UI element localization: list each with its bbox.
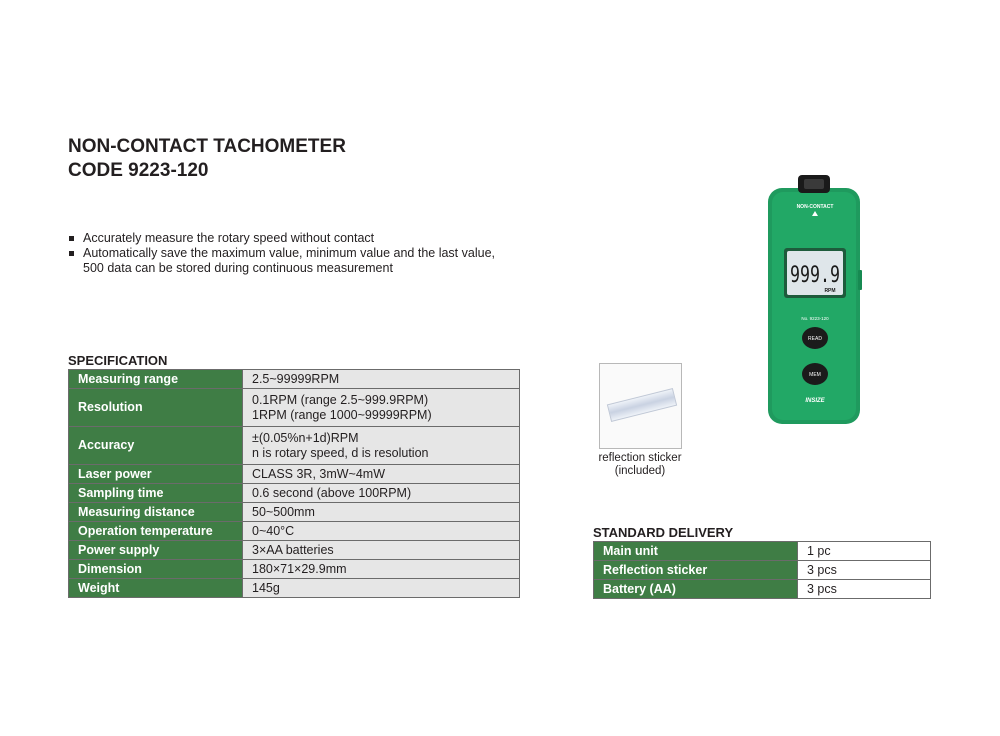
device-display-unit: RPM (824, 288, 836, 294)
product-name: NON-CONTACT TACHOMETER (68, 136, 346, 157)
spec-value: 0~40°C (243, 522, 520, 541)
spec-row (69, 560, 520, 579)
spec-row (69, 579, 520, 598)
delivery-row (594, 580, 931, 599)
feature-item: Automatically save the maximum value, minimum value and the last value, 500 data can be stored during continuous measurement (68, 246, 548, 276)
spec-value: 2.5~99999RPM (243, 370, 520, 389)
delivery-row (594, 542, 931, 561)
reflection-sticker-image (599, 363, 682, 449)
spec-row (69, 427, 520, 465)
spec-label: Operation temperature (69, 522, 243, 541)
standard-delivery-table (593, 541, 931, 599)
spec-label: Dimension (69, 560, 243, 579)
specification-heading: SPECIFICATION (68, 353, 168, 368)
square-bullet-icon (69, 251, 74, 256)
delivery-qty: 3 pcs (798, 580, 931, 599)
spec-row (69, 370, 520, 389)
spec-label: Weight (69, 579, 243, 598)
sticker-caption: reflection sticker (included) (598, 452, 682, 477)
device-read-button-label: READ (808, 336, 822, 342)
specification-table (68, 369, 520, 598)
device-display-value: 999.9 (790, 263, 840, 288)
spec-label: Accuracy (69, 427, 243, 465)
delivery-qty: 3 pcs (798, 561, 931, 580)
feature-item: Accurately measure the rotary speed without contact (68, 231, 548, 246)
device-mem-button-label: MEM (809, 372, 821, 378)
device-brand: INSIZE (805, 398, 825, 404)
delivery-item: Main unit (594, 542, 798, 561)
spec-row (69, 541, 520, 560)
spec-value: 145g (243, 579, 520, 598)
device-top-label: NON-CONTACT (796, 204, 834, 210)
spec-row (69, 484, 520, 503)
standard-delivery-heading: STANDARD DELIVERY (593, 525, 734, 540)
device-model-label: No. 9223-120 (801, 316, 829, 321)
spec-label: Measuring range (69, 370, 243, 389)
spec-label: Sampling time (69, 484, 243, 503)
spec-value: ±(0.05%n+1d)RPM n is rotary speed, d is resolution (243, 427, 520, 465)
spec-value: 180×71×29.9mm (243, 560, 520, 579)
spec-value: 50~500mm (243, 503, 520, 522)
product-title (68, 135, 346, 183)
spec-row (69, 503, 520, 522)
spec-row (69, 389, 520, 427)
delivery-qty: 1 pc (798, 542, 931, 561)
spec-value: 0.1RPM (range 2.5~999.9RPM) 1RPM (range 1000~99999RPM) (243, 389, 520, 427)
spec-label: Laser power (69, 465, 243, 484)
product-code: CODE 9223-120 (68, 160, 209, 181)
spec-label: Power supply (69, 541, 243, 560)
delivery-row (594, 561, 931, 580)
spec-value: CLASS 3R, 3mW~4mW (243, 465, 520, 484)
tachometer-device-image (760, 170, 870, 430)
spec-row (69, 522, 520, 541)
reflection-sticker-strip (607, 388, 677, 422)
feature-list (68, 231, 548, 276)
square-bullet-icon (69, 236, 74, 241)
spec-label: Measuring distance (69, 503, 243, 522)
spec-value: 3×AA batteries (243, 541, 520, 560)
spec-value: 0.6 second (above 100RPM) (243, 484, 520, 503)
spec-row (69, 465, 520, 484)
delivery-item: Battery (AA) (594, 580, 798, 599)
spec-label: Resolution (69, 389, 243, 427)
delivery-item: Reflection sticker (594, 561, 798, 580)
